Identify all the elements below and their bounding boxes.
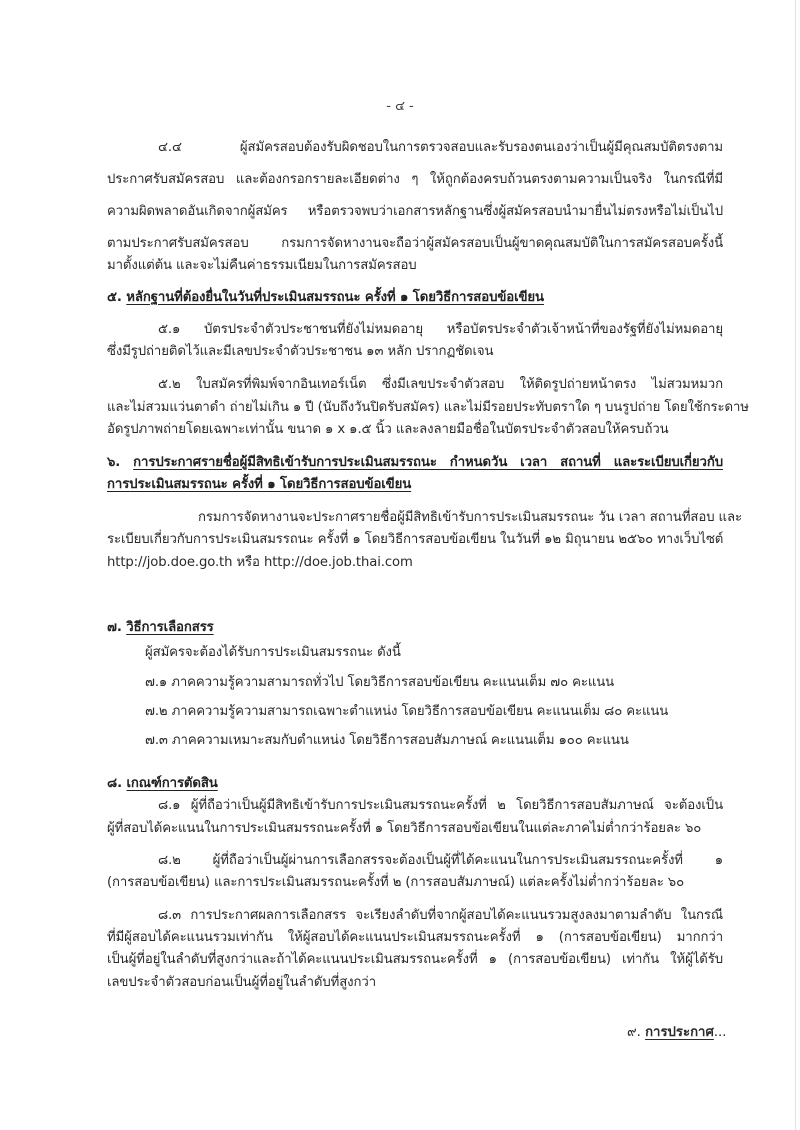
list-item: ๗.๑ ภาคความรู้ความสามารถทั่วไป โดยวิธีการสอบข้อเขียน คะแนนเต็ม ๗๐ คะแนน [145, 675, 615, 690]
paragraph-line: ๔.๔ ผู้สมัครสอบต้องรับผิดชอบในการตรวจสอบและรับรองตนเองว่าเป็นผู้มีคุณสมบัติตรงตาม [158, 140, 723, 155]
paragraph-line: ๘.๑ ผู้ที่ถือว่าเป็นผู้มีสิทธิเข้ารับการประเมินสมรรถนะครั้งที่ ๒ โดยวิธีการสอบสัมภาษณ์ จะต้องเป็น [158, 798, 723, 813]
paragraph-line: เลขประจำตัวสอบก่อนเป็นผู้ที่อยู่ในลำดับที่สูงกว่า [107, 975, 377, 990]
section-title: หลักฐานที่ต้องยื่นในวันที่ประเมินสมรรถนะ ครั้งที่ ๑ โดยวิธีการสอบข้อเขียน [126, 290, 544, 305]
section-7-intro: ผู้สมัครจะต้องได้รับการประเมินสมรรถนะ ดังนี้ [145, 645, 401, 660]
paragraph-line: ตามประกาศรับสมัครสอบ กรมการจัดหางานจะถือว่าผู้สมัครสอบเป็นผู้ขาดคุณสมบัติในการสมัครสอบครั้งนี้ [107, 236, 723, 251]
section-number: ๕. [107, 290, 122, 305]
paragraph-line: ความผิดพลาดอันเกิดจากผู้สมัคร หรือตรวจพบว่าเอกสารหลักฐานซึ่งผู้สมัครสอบนำมายื่นไม่ตรงหรือไม่เป็นไป [107, 204, 723, 219]
paragraph-line: ซึ่งมีรูปถ่ายติดไว้และมีเลขประจำตัวประชาชน ๑๓ หลัก ปรากฏชัดเจน [107, 344, 494, 359]
paragraph-line: ๕.๒ ใบสมัครที่พิมพ์จากอินเทอร์เน็ต ซึ่งมีเลขประจำตัวสอบ ให้ติดรูปถ่ายหน้าตรง ไม่สวมหมวก [158, 377, 723, 392]
list-item: ๗.๓ ภาคความเหมาะสมกับตำแหน่ง โดยวิธีการสอบสัมภาษณ์ คะแนนเต็ม ๑๐๐ คะแนน [145, 733, 629, 748]
paragraph-line: ระเบียบเกี่ยวกับการประเมินสมรรถนะ ครั้งที่ ๑ โดยวิธีการสอบข้อเขียน ในวันที่ ๑๒ มิถุนายน ๒๕๖๐ ทางเว็บไซต์ [107, 532, 724, 547]
link-job-doe[interactable]: http://job.doe.go.th [107, 555, 233, 570]
or-text: หรือ [236, 555, 264, 570]
section-number: ๘. [107, 776, 122, 791]
section-title: เกณฑ์การตัดสิน [126, 776, 218, 791]
paragraph-line: (การสอบข้อเขียน) และการประเมินสมรรถนะครั้งที่ ๒ (การสอบสัมภาษณ์) แต่ละครั้งไม่ต่ำกว่าร้อยละ ๖๐ [107, 875, 685, 890]
ellipsis: ... [713, 1025, 727, 1040]
paragraph-line: ๕.๑ บัตรประจำตัวประชาชนที่ยังไม่หมดอายุ หรือบัตรประจำตัวเจ้าหน้าที่ของรัฐที่ยังไม่หมดอายุ [158, 322, 723, 337]
paragraph-line: มาตั้งแต่ต้น และจะไม่คืนค่าธรรมเนียมในการสมัครสอบ [107, 258, 417, 273]
section-title-line: การประกาศรายชื่อผู้มีสิทธิเข้ารับการประเมินสมรรถนะ กำหนดวัน เวลา สถานที่ และระเบียบเกี่ยวกับ [133, 455, 723, 470]
next-section-number: ๙. [627, 1025, 641, 1040]
list-item: ๗.๒ ภาคความรู้ความสามารถเฉพาะตำแหน่ง โดยวิธีการสอบข้อเขียน คะแนนเต็ม ๘๐ คะแนน [145, 704, 669, 719]
section-title: วิธีการเลือกสรร [126, 620, 214, 635]
section-number: ๖. [107, 455, 121, 470]
paragraph-line: และไม่สวมแว่นตาดำ ถ่ายไม่เกิน ๑ ปี (นับถึงวันปิดรับสมัคร) และไม่มีรอยประทับตราใด ๆ บนรูปถ่าย โดยใช้กระดาษ [107, 400, 749, 415]
section-5-heading [107, 288, 544, 308]
paragraph-line: ๘.๒ ผู้ที่ถือว่าเป็นผู้ผ่านการเลือกสรรจะต้องเป็นผู้ที่ได้คะแนนในการประเมินสมรรถนะครั้งที่ ๑ [158, 853, 723, 868]
section-number: ๗. [107, 620, 122, 635]
page-edge-line [795, 0, 796, 1130]
link-doe-job-thai[interactable]: http://doe.job.thai.com [263, 555, 413, 570]
paragraph-line: ผู้ที่สอบได้คะแนนในการประเมินสมรรถนะครั้งที่ ๑ โดยวิธีการสอบข้อเขียนในแต่ละภาคไม่ต่ำกว่าร้อยละ ๖๐ [107, 821, 702, 836]
continuation-marker [627, 1023, 726, 1043]
section-6-heading-cont [107, 475, 411, 495]
page-number: - ๔ - [386, 99, 414, 114]
section-8-heading [107, 774, 218, 794]
paragraph-line: เป็นผู้ที่อยู่ในลำดับที่สูงกว่าและถ้าได้คะแนนประเมินสมรรถนะครั้งที่ ๑ (การสอบข้อเขียน) เท่ากัน ให้ผู้ได้รับ [107, 952, 723, 967]
paragraph-line: อัดรูปภาพถ่ายโดยเฉพาะเท่านั้น ขนาด ๑ x ๑.๕ นิ้ว และลงลายมือชื่อในบัตรประจำตัวสอบให้ครบถ้วน [107, 422, 669, 437]
section-6-heading [107, 453, 723, 473]
paragraph-line: ที่มีผู้สอบได้คะแนนรวมเท่ากัน ให้ผู้สอบได้คะแนนประเมินสมรรถนะครั้งที่ ๑ (การสอบข้อเขียน) มากกว่า [107, 930, 723, 945]
paragraph-line: ๘.๓ การประกาศผลการเลือกสรร จะเรียงลำดับที่จากผู้สอบได้คะแนนรวมสูงลงมาตามลำดับ ในกรณี [158, 908, 723, 923]
next-section-title: การประกาศ [645, 1025, 714, 1040]
paragraph-line: กรมการจัดหางานจะประกาศรายชื่อผู้มีสิทธิเข้ารับการประเมินสมรรถนะ วัน เวลา สถานที่สอบ และ [198, 510, 742, 525]
paragraph-line: ประกาศรับสมัครสอบ และต้องกรอกรายละเอียดต่าง ๆ ให้ถูกต้องครบถ้วนตรงตามความเป็นจริง ในกรณีที่มี [107, 172, 723, 187]
section-title-line: การประเมินสมรรถนะ ครั้งที่ ๑ โดยวิธีการสอบข้อเขียน [107, 477, 412, 492]
paragraph-line-links [107, 553, 413, 573]
section-7-heading [107, 618, 214, 638]
